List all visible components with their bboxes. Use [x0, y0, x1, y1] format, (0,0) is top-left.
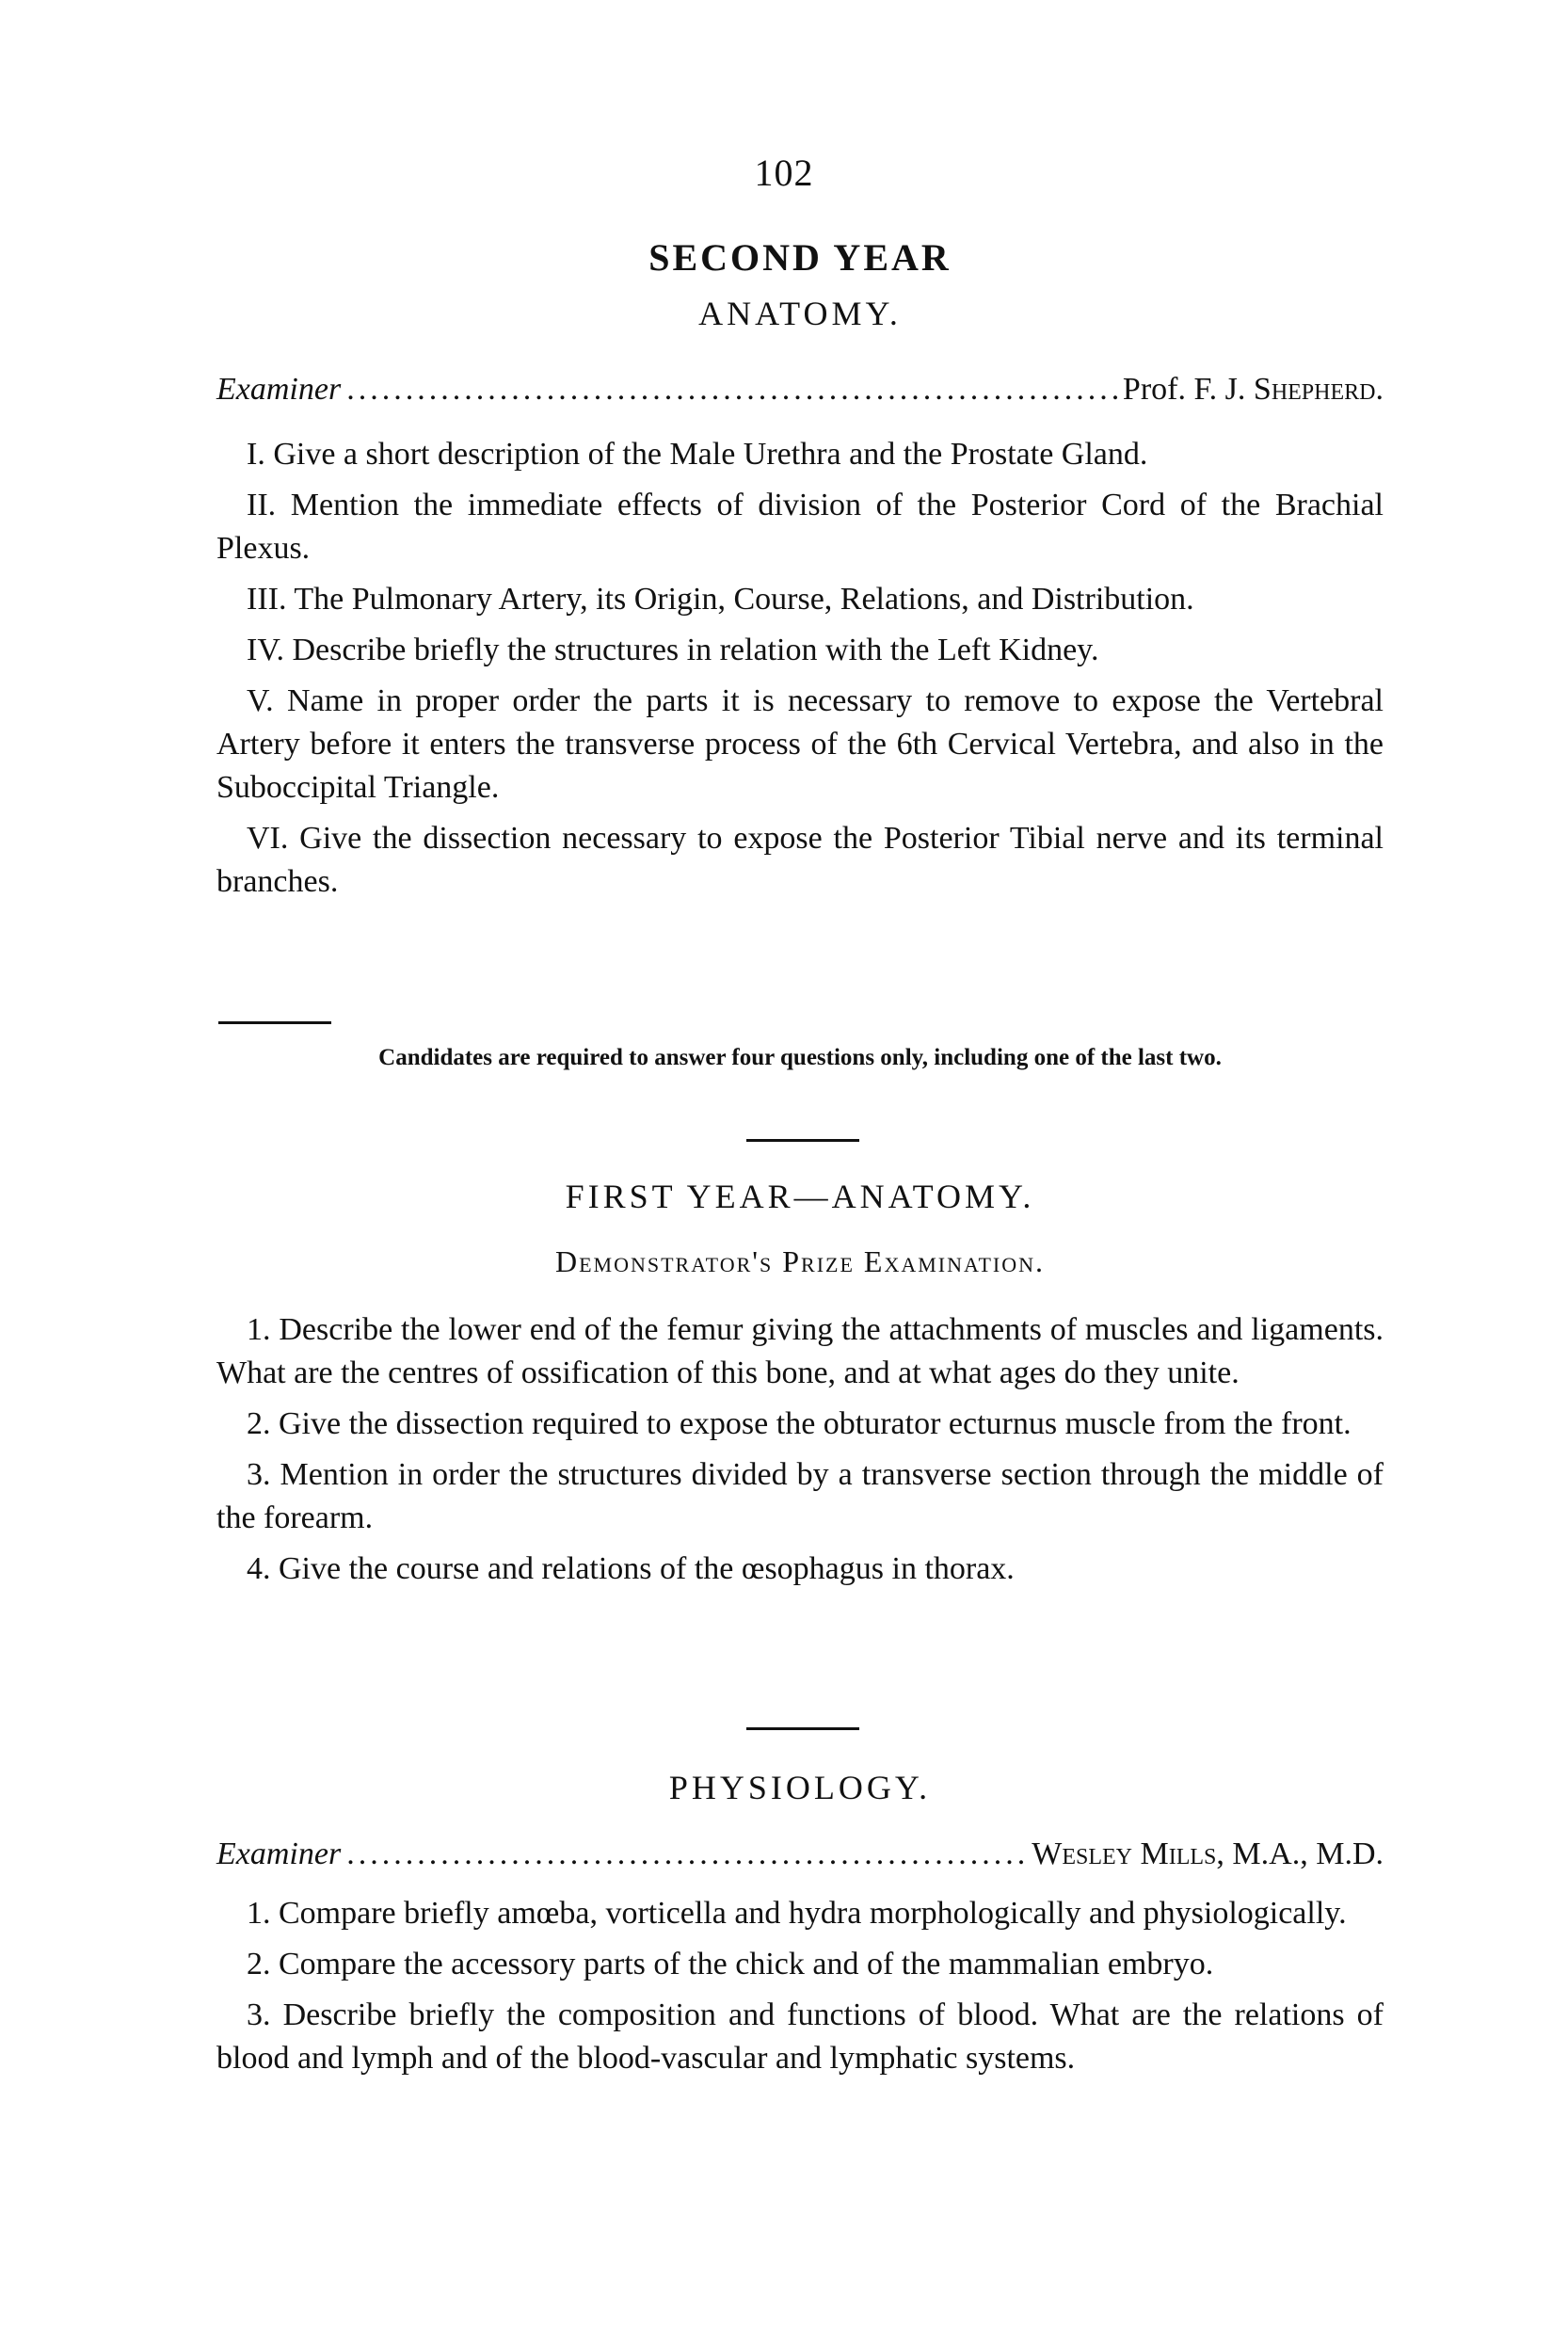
leader-dots — [346, 1834, 1026, 1875]
question-item: 3. Mention in order the structures divided by a transverse section through the middle of the forearm. — [216, 1457, 1384, 1535]
examiner-role: Examiner — [216, 1837, 342, 1871]
subject-heading: FIRST YEAR—ANATOMY. — [565, 1178, 1035, 1215]
candidates-note-block — [216, 1043, 1384, 1073]
question-item: V. Name in proper order the parts it is necessary to remove to expose the Vertebral Artery before it enters the transverse process of the 6th Cervical Vertebra, and also in the Suboccipital Triangle. — [216, 683, 1384, 805]
question-item: IV. Describe briefly the structures in relation with the Left Kidney. — [247, 633, 1099, 667]
page-number: 102 — [754, 152, 814, 194]
examiner-name — [1032, 1834, 1384, 1875]
anatomy-questions — [216, 433, 1384, 911]
second-year-heading-block — [216, 235, 1384, 280]
question-item: 4. Give the course and relations of the œsophagus in thorax. — [247, 1551, 1015, 1586]
year-heading: SECOND YEAR — [648, 236, 952, 279]
candidates-note: Candidates are required to answer four questions only, including one of the last two. — [378, 1045, 1222, 1070]
physiology-heading-block — [216, 1768, 1384, 1807]
question-item: II. Mention the immediate effects of division of the Posterior Cord of the Brachial Plexus. — [216, 488, 1384, 566]
question-item: 3. Describe briefly the composition and functions of blood. What are the relations of blood and lymph and of the blood-vascular and lymphatic systems. — [216, 1997, 1384, 2076]
subject-heading: ANATOMY. — [698, 295, 902, 332]
section-divider — [746, 1727, 859, 1730]
physiology-questions — [216, 1892, 1384, 2088]
question-item: III. The Pulmonary Artery, its Origin, Course, Relations, and Distribution. — [247, 582, 1194, 617]
prize-exam-heading-block — [216, 1244, 1384, 1279]
question-item: 1. Compare briefly amœba, vorticella and hydra morphologically and physiologically. — [247, 1896, 1347, 1931]
section-divider — [746, 1139, 859, 1142]
examiner-title: Prof. F. J. — [1122, 372, 1246, 407]
examiner-role: Examiner — [216, 372, 342, 407]
sub-subject-heading: Demonstrator's Prize Examination. — [554, 1244, 1046, 1278]
subject-heading: PHYSIOLOGY. — [668, 1769, 932, 1806]
examiner-degrees: , M.A., M.D. — [1216, 1837, 1384, 1871]
examiner-line — [216, 369, 1384, 410]
short-rule — [218, 1021, 331, 1024]
question-item: VI. Give the dissection necessary to expose the Posterior Tibial nerve and its terminal branches. — [216, 821, 1384, 899]
question-item: I. Give a short description of the Male Urethra and the Prostate Gland. — [247, 437, 1148, 472]
anatomy-subject-block — [216, 294, 1384, 333]
question-item: 2. Compare the accessory parts of the chick and of the mammalian embryo. — [247, 1947, 1214, 1981]
physiology-examiner-line — [216, 1834, 1384, 1875]
examiner-surname: Wesley Mills — [1032, 1837, 1217, 1871]
question-item: 2. Give the dissection required to expose the obturator ecturnus muscle from the front. — [247, 1406, 1352, 1441]
leader-dots — [346, 369, 1117, 410]
examiner-surname: Shepherd. — [1253, 372, 1384, 407]
first-year-questions — [216, 1308, 1384, 1598]
first-year-heading-block — [216, 1177, 1384, 1216]
examiner-name — [1123, 369, 1384, 410]
question-item: 1. Describe the lower end of the femur giving the attachments of muscles and ligaments. What are the centres of ossification of this bone, and at what ages do they unite. — [216, 1312, 1384, 1390]
